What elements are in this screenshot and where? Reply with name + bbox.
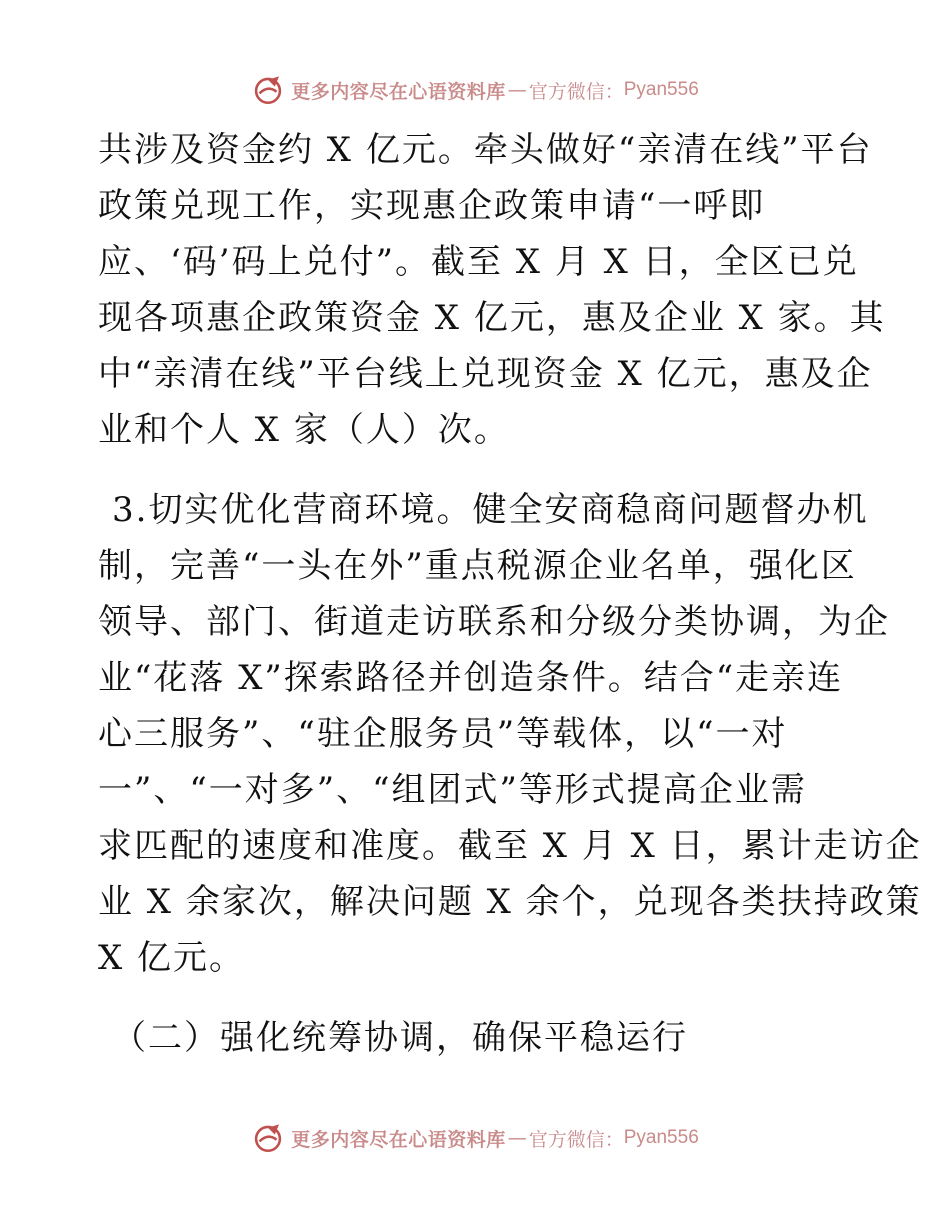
text-line: 3.切实优化营商环境。健全安商稳商问题督办机: [112, 490, 869, 530]
document-body: [98, 122, 922, 1066]
section-heading: [98, 1010, 858, 1066]
book-logo-icon: [251, 73, 285, 107]
footer-watermark: [0, 1118, 950, 1158]
text-line: X 亿元。: [98, 938, 246, 978]
text-line: 应、‘码’码上兑付”。截至 X 月 X 日，全区已兑: [98, 242, 859, 282]
text-line: 领导、部门、街道走访联系和分级分类协调，为企: [98, 602, 890, 642]
paragraph-business-environment: [98, 482, 922, 986]
text-line: 求匹配的速度和准度。截至 X 月 X 日，累计走访企: [98, 826, 922, 866]
text-line: 业和个人 X 家（人）次。: [98, 410, 510, 450]
text-line: 一”、“一对多”、“组团式”等形式提高企业需: [98, 770, 807, 810]
header-watermark: [0, 70, 950, 110]
text-line: 政策兑现工作，实现惠企政策申请“一呼即: [98, 186, 766, 226]
watermark-wechat-id: Pyan556: [623, 1127, 699, 1148]
text-line: 心三服务”、“驻企服务员”等载体，以“一对: [98, 714, 788, 754]
watermark-wechat-label: 官方微信：: [528, 80, 624, 103]
watermark-separator: —: [507, 1127, 527, 1149]
watermark-text: 更多内容尽在心语资料库: [291, 1128, 506, 1151]
watermark-text: 更多内容尽在心语资料库: [291, 80, 506, 103]
section-heading-text: （二）强化统筹协调，确保平稳运行: [112, 1018, 688, 1058]
paragraph-policy-fulfillment: [98, 122, 886, 458]
book-logo-icon: [251, 1121, 285, 1155]
watermark-separator: —: [507, 79, 527, 101]
text-line: 中“亲清在线”平台线上兑现资金 X 亿元，惠及企: [98, 354, 873, 394]
watermark-wechat-label: 官方微信：: [528, 1128, 624, 1151]
text-line: 业 X 余家次，解决问题 X 余个，兑现各类扶持政策: [98, 882, 922, 922]
text-line: 共涉及资金约 X 亿元。牵头做好“亲清在线”平台: [98, 130, 873, 170]
watermark-wechat-id: Pyan556: [623, 79, 699, 100]
text-line: 制，完善“一头在外”重点税源企业名单，强化区: [98, 546, 857, 586]
text-line: 现各项惠企政策资金 X 亿元，惠及企业 X 家。其: [98, 298, 886, 338]
text-line: 业“花落 X”探索路径并创造条件。结合“走亲连: [98, 658, 844, 698]
